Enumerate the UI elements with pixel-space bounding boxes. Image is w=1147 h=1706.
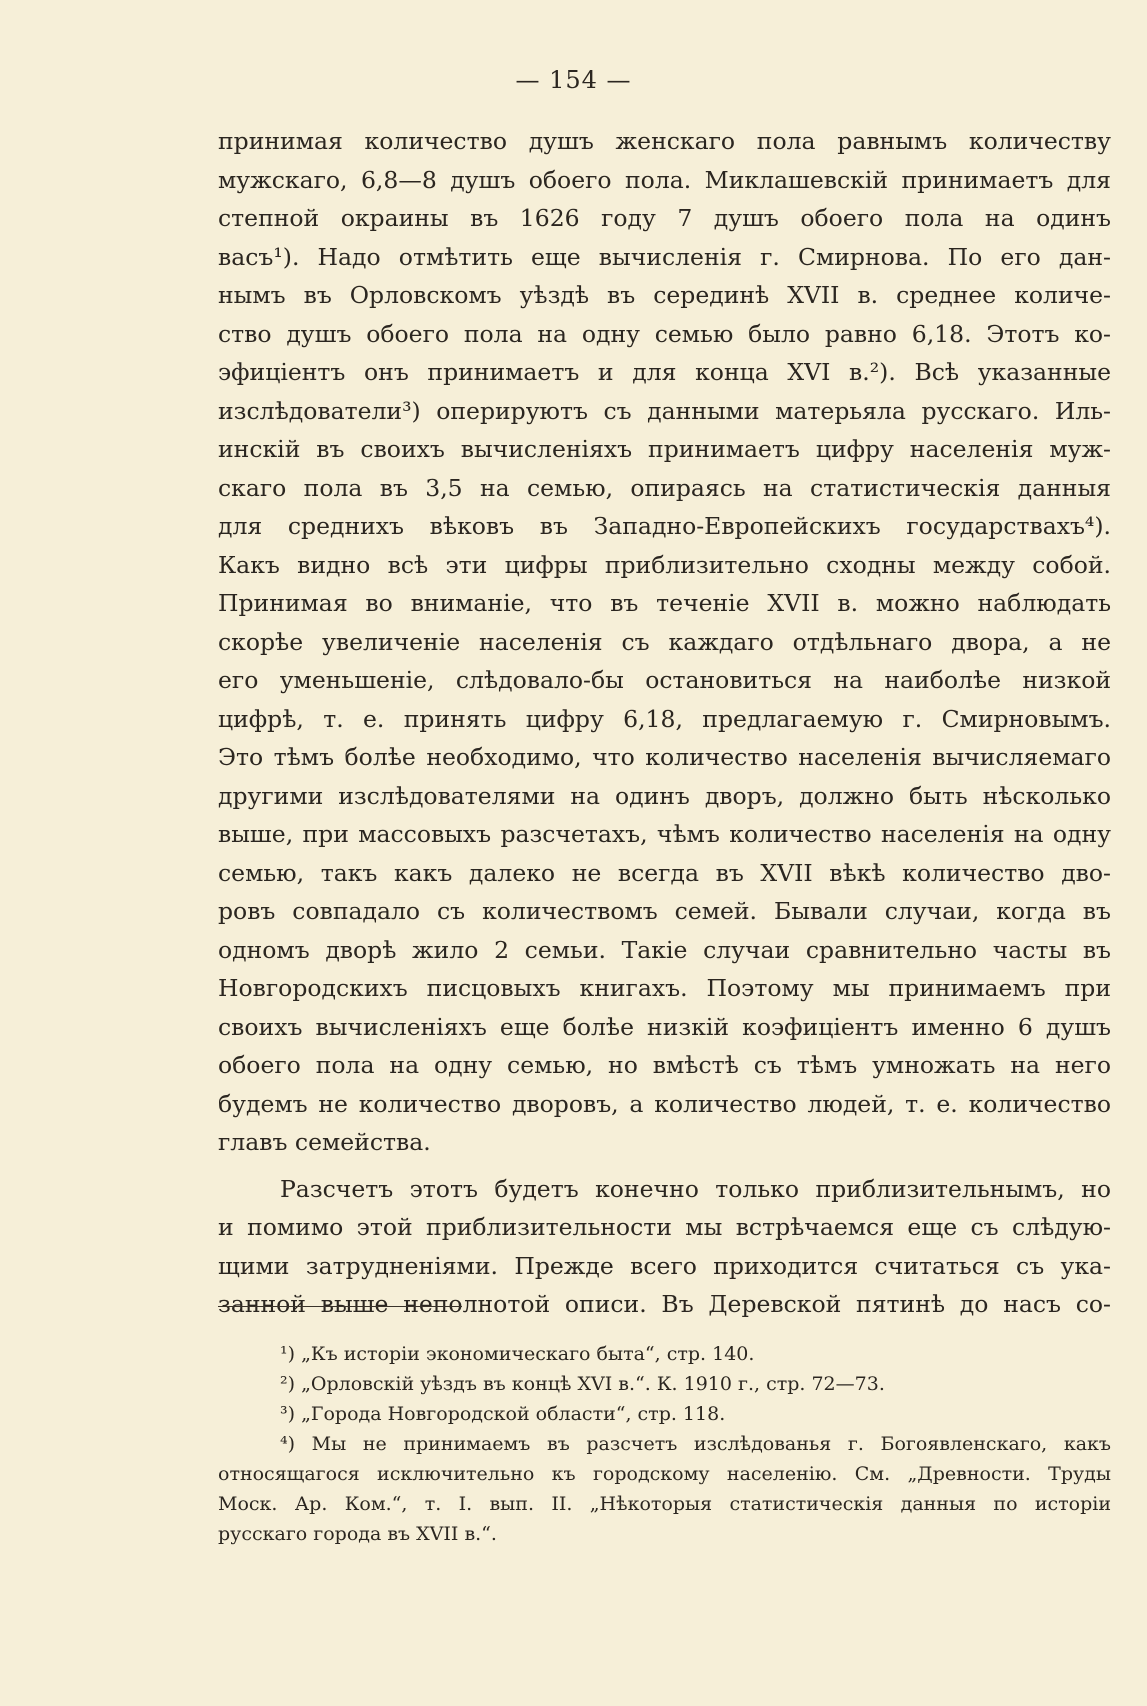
text-line: принимая количество душъ женскаго пола равнымъ количеству [218,127,1111,155]
text-line: цифрѣ, т. е. принять цифру 6,18, предлагаемую г. Смирновымъ. [218,704,1111,733]
text-line: одномъ дворѣ жило 2 семьи. Такіе случаи сравнительно часты въ [218,935,1111,964]
text-line: Новгородскихъ писцовыхъ книгахъ. Поэтому мы принимаемъ при [218,974,1111,1002]
text-line: степной окраины въ 1626 году 7 душъ обоего пола на одинъ [218,204,1111,232]
footnote-3: ³) „Города Новгородской области“, стр. 118. [280,1403,726,1425]
text-line: ство душъ обоего пола на одну семью было равно 6,18. Этотъ ко- [218,319,1111,348]
text-line: мужскаго, 6,8—8 душъ обоего пола. Миклашевскій принимаетъ для [218,165,1111,194]
footnotes [218,1339,1111,1549]
text-line: инскій въ своихъ вычисленіяхъ принимаетъ цифру населенія муж- [218,435,1111,463]
main-text [218,122,1111,1324]
text-line: васъ¹). Надо отмѣтить еще вычисленія г. Смирнова. По его дан- [218,242,1111,271]
footnote-1: ¹) „Къ исторіи экономическаго быта“, стр. 140. [280,1343,755,1365]
text-line: его уменьшеніе, слѣдовало-бы остановиться на наиболѣе низкой [218,666,1111,694]
footnote-4-continued: относящагося исключительно къ городскому населенію. См. „Древности. Труды [218,1463,1111,1485]
text-line: занной выше неполнотой описи. Въ Деревской пятинѣ до насъ со- [218,1290,1111,1318]
paragraph-gap [218,1162,1111,1170]
text-line: Принимая во вниманіе, что въ теченіе XVII в. можно наблюдать [218,589,1111,617]
footnote-divider [218,1306,462,1307]
text-line: для среднихъ вѣковъ въ Западно-Европейскихъ государствахъ⁴). [218,512,1111,540]
footnote-4-continued: Моск. Ар. Ком.“, т. I. вып. II. „Нѣкоторыя статистическія данныя по исторіи [218,1493,1111,1515]
page-number: — 154 — [515,66,632,94]
text-line: будемъ не количество дворовъ, а количество людей, т. е. количество [218,1089,1111,1118]
text-line: Разсчетъ этотъ будетъ конечно только приблизительнымъ, но [280,1174,1111,1203]
text-line: скаго пола въ 3,5 на семью, опираясь на статистическія данныя [218,473,1111,502]
text-line: семью, такъ какъ далеко не всегда въ XVII вѣкѣ количество дво- [218,858,1111,887]
footnote-4: ⁴) Мы не принимаемъ въ разсчетъ изслѣдованья г. Богоявленскаго, какъ [280,1433,1111,1455]
text-line: эфиціентъ онъ принимаетъ и для конца XVI в.²). Всѣ указанные [218,358,1111,386]
text-line: скорѣе увеличеніе населенія съ каждаго отдѣльнаго двора, а не [218,627,1111,656]
text-line: Это тѣмъ болѣе необходимо, что количество населенія вычисляемаго [218,743,1111,771]
text-line: Какъ видно всѣ эти цифры приблизительно сходны между собой. [218,550,1111,579]
text-line: своихъ вычисленіяхъ еще болѣе низкій коэфиціентъ именно 6 душъ [218,1012,1111,1041]
text-line: нымъ въ Орловскомъ уѣздѣ въ серединѣ XVII в. среднее количе- [218,281,1111,309]
text-line: обоего пола на одну семью, но вмѣстѣ съ тѣмъ умножать на него [218,1051,1111,1079]
footnote-4-continued: русскаго города въ XVII в.“. [218,1523,497,1545]
text-line: выше, при массовыхъ разсчетахъ, чѣмъ количество населенія на одну [218,820,1111,848]
text-line: щими затрудненіями. Прежде всего приходится считаться съ ука- [218,1251,1111,1280]
footnote-2: ²) „Орловскій уѣздъ въ концѣ XVI в.“. К. 1910 г., стр. 72—73. [280,1373,885,1395]
text-line: главъ семейства. [218,1128,431,1156]
text-line: ровъ совпадало съ количествомъ семей. Бывали случаи, когда въ [218,897,1111,925]
text-line: изслѣдователи³) оперируютъ съ данными матерьяла русскаго. Иль- [218,396,1111,425]
text-line: другими изслѣдователями на одинъ дворъ, должно быть нѣсколько [218,781,1111,810]
text-line: и помимо этой приблизительности мы встрѣчаемся еще съ слѣдую- [218,1213,1111,1241]
